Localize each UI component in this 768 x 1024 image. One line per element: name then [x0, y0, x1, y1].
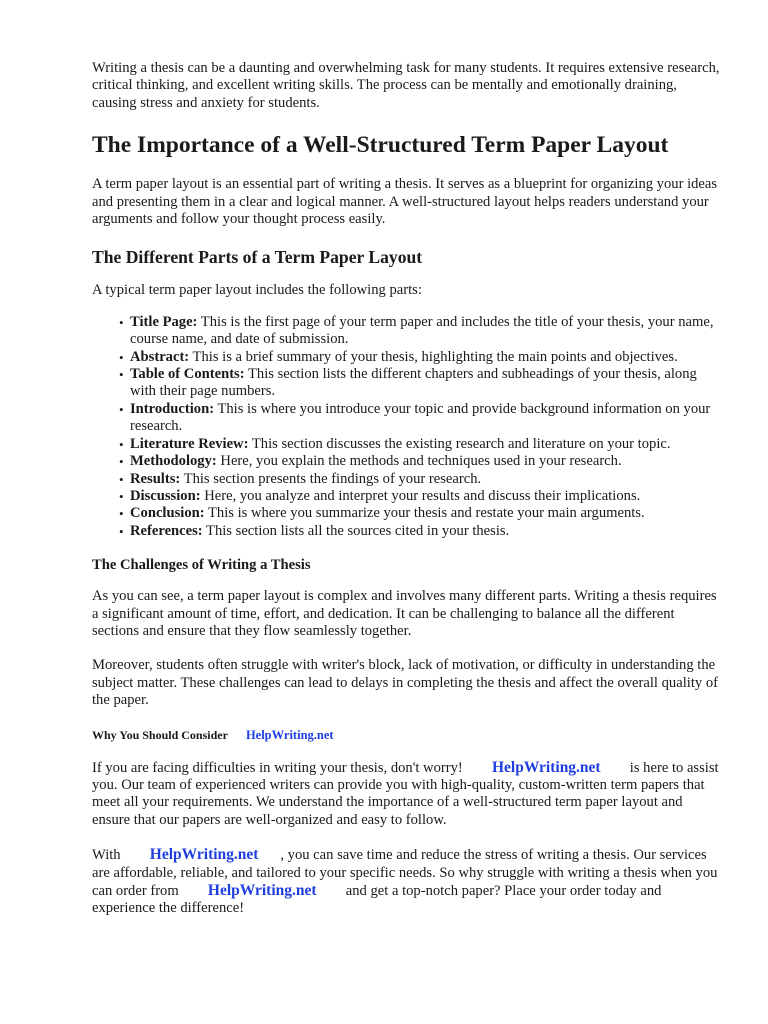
bullet-icon: •: [119, 349, 124, 365]
part-term: Conclusion:: [130, 505, 205, 522]
helpwriting-link[interactable]: HelpWriting.net: [207, 882, 317, 899]
bullet-icon: •: [119, 488, 124, 504]
challenges-heading: The Challenges of Writing a Thesis: [92, 557, 311, 574]
part-desc: This section discusses the existing research and literature on your topic.: [248, 435, 671, 452]
list-item: [119, 313, 724, 349]
facing-before: If you are facing difficulties in writing your thesis, don't worry!: [92, 759, 463, 776]
list-item: [119, 348, 724, 366]
list-item: [119, 453, 724, 470]
part-desc: This is where you introduce your topic and provide background information on your research.: [130, 400, 711, 435]
part-desc: This section presents the findings of your research.: [180, 470, 482, 487]
layout-paragraph: A term paper layout is an essential part of writing a thesis. It serves as a blueprint for organizing your ideas and presenting them in a clear and logical manner. A well-structured layout helps readers understand your arguments and follow your thought process easily.: [92, 176, 718, 228]
part-term: Table of Contents:: [130, 366, 245, 383]
bullet-icon: •: [119, 401, 124, 417]
list-item: [119, 505, 724, 522]
part-term: Title Page:: [130, 313, 198, 330]
bullet-icon: •: [119, 436, 124, 452]
list-item: [119, 522, 724, 540]
complex-paragraph: As you can see, a term paper layout is complex and involves many different parts. Writing a thesis requires a significant amount of time, effort, and dedication. It can be challenging to balance all the different sections and ensure that they flow seamlessly together.: [92, 588, 717, 639]
part-desc: Here, you explain the methods and techniques used in your research.: [216, 453, 622, 470]
why-prefix: Why You Should Consider: [92, 727, 228, 742]
helpwriting-link[interactable]: HelpWriting.net: [149, 846, 259, 864]
parts-heading: The Different Parts of a Term Paper Layout: [92, 247, 423, 268]
list-item: [119, 470, 724, 488]
part-term: References:: [130, 522, 203, 539]
part-term: Results:: [130, 470, 181, 487]
bullet-icon: •: [119, 314, 124, 330]
typical-paragraph: A typical term paper layout includes the following parts:: [92, 282, 422, 299]
list-item: [119, 366, 724, 401]
list-item: [119, 487, 724, 505]
why-consider-heading: [92, 727, 724, 743]
moreover-paragraph: Moreover, students often struggle with writer's block, lack of motivation, or difficulty in understanding the subject matter. These challenges can lead to delays in completing the thesis and affect the overall quality of the paper.: [92, 657, 718, 709]
helpwriting-link[interactable]: HelpWriting.net: [245, 727, 334, 742]
with-middle: , you can save time and reduce the stress of writing a thesis. Our services are affordable, reliable, and tailored to your specific needs. So why struggle with writing a thesis when you can order from: [92, 847, 718, 899]
part-desc: Here, you analyze and interpret your results and discuss their implications.: [200, 487, 641, 504]
bullet-icon: •: [119, 454, 124, 470]
with-paragraph: [92, 846, 724, 918]
bullet-icon: •: [119, 367, 124, 383]
with-after: and get a top-notch paper? Place your order today and experience the difference!: [92, 883, 662, 917]
part-desc: This section lists all the sources cited in your thesis.: [202, 522, 510, 539]
bullet-icon: •: [119, 523, 124, 539]
parts-list: [92, 314, 724, 540]
helpwriting-link[interactable]: HelpWriting.net: [491, 758, 601, 776]
with-before: With: [92, 847, 121, 864]
facing-after: is here to assist you. Our team of experienced writers can provide you with high-quality, custom-written term papers that meet all your requirements. We understand the importance of a well-structured term paper layout and ensure that our papers are well-organized and easy to follow.: [92, 759, 719, 828]
list-item: [119, 435, 724, 453]
part-term: Abstract:: [130, 348, 190, 365]
bullet-icon: •: [119, 471, 124, 487]
part-desc: This is where you summarize your thesis and restate your main arguments.: [204, 505, 645, 522]
part-desc: This is the first page of your term paper and includes the title of your thesis, your name, course name, and date of submission.: [130, 313, 714, 348]
part-term: Literature Review:: [130, 435, 249, 452]
part-term: Methodology:: [130, 453, 217, 470]
intro-paragraph: Writing a thesis can be a daunting and overwhelming task for many students. It requires extensive research, critical thinking, and excellent writing skills. The process can be mentally and emotionally draining, causing stress and anxiety for students.: [92, 60, 720, 111]
facing-paragraph: [92, 759, 724, 830]
list-item: [119, 400, 724, 436]
part-term: Introduction:: [130, 400, 215, 417]
part-desc: This is a brief summary of your thesis, highlighting the main points and objectives.: [189, 348, 678, 365]
bullet-icon: •: [119, 506, 124, 522]
part-desc: This section lists the different chapters and subheadings of your thesis, along with their page numbers.: [130, 366, 697, 400]
part-term: Discussion:: [130, 487, 201, 504]
main-heading: The Importance of a Well-Structured Term Paper Layout: [92, 132, 669, 159]
